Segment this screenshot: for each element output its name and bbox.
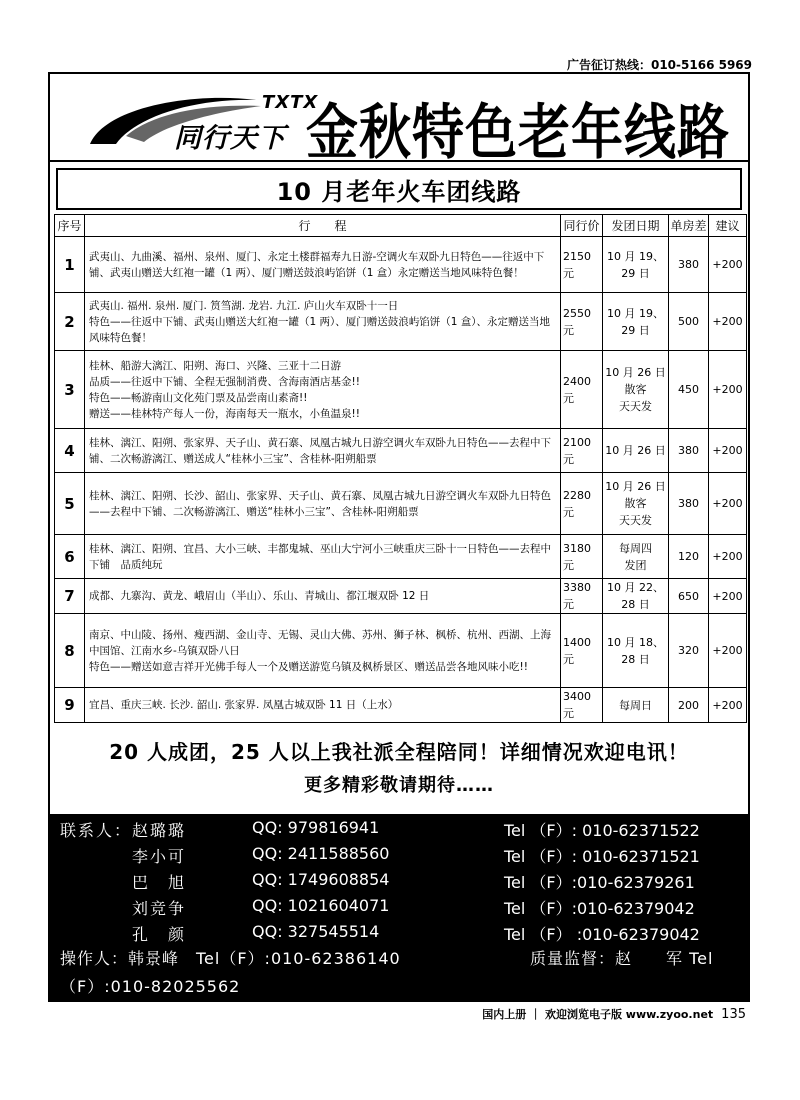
date-line: 10 月 18、 xyxy=(607,635,664,649)
header-dates: 发团日期 xyxy=(603,215,669,237)
route-number: 9 xyxy=(55,688,85,723)
table-row xyxy=(55,351,747,429)
subtitle-box xyxy=(56,168,742,210)
route-dates xyxy=(603,688,669,723)
date-line: 10 月 26 日 xyxy=(605,444,666,457)
table-row xyxy=(55,429,747,473)
table-row xyxy=(55,237,747,293)
page-frame xyxy=(48,72,750,1002)
logo xyxy=(86,86,336,152)
route-dates xyxy=(603,293,669,351)
route-single-room-diff: 200 xyxy=(669,688,709,723)
contact-qq: QQ: 2411588560 xyxy=(252,844,390,863)
route-single-room-diff: 120 xyxy=(669,535,709,579)
date-line: 28 日 xyxy=(621,598,650,611)
footer xyxy=(482,1006,746,1022)
date-line: 10 月 19、 xyxy=(607,306,664,320)
route-number: 7 xyxy=(55,579,85,614)
itinerary-line: 桂林、船游大漓江、阳朔、海口、兴隆、三亚十二日游 xyxy=(89,359,341,372)
route-price: 1400 元 xyxy=(561,614,603,688)
route-price: 3380 元 xyxy=(561,579,603,614)
route-dates xyxy=(603,473,669,535)
contact-qq: QQ: 979816941 xyxy=(252,818,380,837)
header-suggest: 建议 xyxy=(709,215,747,237)
contact-row xyxy=(50,818,748,842)
header-itinerary: 行 程 xyxy=(85,215,561,237)
header-num: 序号 xyxy=(55,215,85,237)
route-suggest: +200 xyxy=(709,293,747,351)
route-number: 5 xyxy=(55,473,85,535)
date-line: 每周四 xyxy=(619,541,652,555)
quality-supervisor: 质量监督：赵 军 Tel xyxy=(530,949,714,968)
route-itinerary xyxy=(85,535,561,579)
header-diff: 单房差 xyxy=(669,215,709,237)
route-single-room-diff: 380 xyxy=(669,429,709,473)
date-line: 散客 xyxy=(624,383,647,396)
ad-hotline: 广告征订热线：010-5166 5969 xyxy=(566,58,752,72)
contact-name: 赵璐璐 xyxy=(132,821,187,840)
page-number: 135 xyxy=(721,1007,746,1022)
route-dates xyxy=(603,429,669,473)
footer-text: 国内上册 ｜ 欢迎浏览电子版 www.zyoo.net xyxy=(482,1008,714,1021)
contact-name: 孔 颜 xyxy=(132,925,187,944)
route-itinerary xyxy=(85,293,561,351)
route-single-room-diff: 380 xyxy=(669,237,709,293)
contact-qq: QQ: 327545514 xyxy=(252,922,380,941)
route-single-room-diff: 320 xyxy=(669,614,709,688)
route-itinerary xyxy=(85,473,561,535)
date-line: 10 月 22、 xyxy=(607,581,664,594)
route-price: 3400 元 xyxy=(561,688,603,723)
itinerary-line: 桂林、漓江、阳朔、张家界、天子山、黄石寨、凤凰古城九日游空调火车双卧九日特色——去程中下铺、二次畅游漓江、赠送成人“桂林小三宝”、含桂林-阳朔船票 xyxy=(89,436,551,465)
contact-name: 刘竞争 xyxy=(132,899,187,918)
table-row xyxy=(55,473,747,535)
route-number: 4 xyxy=(55,429,85,473)
route-number: 3 xyxy=(55,351,85,429)
route-itinerary xyxy=(85,351,561,429)
itinerary-line: 赠送——桂林特产每人一份，海南每天一瓶水，小鱼温泉!! xyxy=(89,407,360,420)
route-suggest: +200 xyxy=(709,429,747,473)
date-line: 发团 xyxy=(624,558,647,572)
itinerary-line: 武夷山. 福州. 泉州. 厦门. 筼筜湖. 龙岩. 九江. 庐山火车双卧十一日 xyxy=(89,299,399,312)
itinerary-line: 武夷山、九曲溪、福州、泉州、厦门、永定土楼群福寿九日游-空调火车双卧九日特色——往返中下铺、武夷山赠送大红袍一罐（1 两）、厦门赠送鼓浪屿馅饼（1 盒）永定赠送当地风味特色餐！ xyxy=(89,250,545,279)
route-dates xyxy=(603,351,669,429)
table-row xyxy=(55,614,747,688)
route-number: 2 xyxy=(55,293,85,351)
header xyxy=(50,74,748,168)
route-single-room-diff: 450 xyxy=(669,351,709,429)
table-row xyxy=(55,293,747,351)
route-single-room-diff: 380 xyxy=(669,473,709,535)
contact-qq: QQ: 1021604071 xyxy=(252,896,390,915)
itinerary-line: 桂林、漓江、阳朔、宜昌、大小三峡、丰都鬼城、巫山大宁河小三峡重庆三卧十一日特色——去程中下铺 品质纯玩 xyxy=(89,542,551,571)
contact-row xyxy=(50,922,748,946)
table-row xyxy=(55,688,747,723)
route-price: 2550 元 xyxy=(561,293,603,351)
route-itinerary xyxy=(85,237,561,293)
date-line: 10 月 26 日 xyxy=(605,366,666,379)
contact-section xyxy=(50,814,748,1002)
contact-row xyxy=(50,870,748,894)
table-row xyxy=(55,535,747,579)
route-suggest: +200 xyxy=(709,473,747,535)
itinerary-line: 特色——畅游南山文化苑门票及品尝南山素斋!! xyxy=(89,391,308,404)
itinerary-line: 特色——往返中下铺、武夷山赠送大红袍一罐（1 两）、厦门赠送鼓浪屿馅饼（1 盒）、永定赠送当地风味特色餐！ xyxy=(89,315,551,344)
route-price: 2150 元 xyxy=(561,237,603,293)
route-number: 8 xyxy=(55,614,85,688)
table-row xyxy=(55,579,747,614)
route-suggest: +200 xyxy=(709,614,747,688)
route-single-room-diff: 650 xyxy=(669,579,709,614)
itinerary-line: 宜昌、重庆三峡. 长沙. 韶山. 张家界. 凤凰古城双卧 11 日（上水） xyxy=(89,699,399,711)
logo-chinese: 同行天下 xyxy=(174,123,286,154)
page-title: 金秋特色老年线路 xyxy=(306,97,731,168)
route-suggest: +200 xyxy=(709,535,747,579)
itinerary-line: 特色——赠送如意吉祥开光佛手每人一个及赠送游览乌镇及枫桥景区、赠送品尝各地风味小吃!! xyxy=(89,660,528,673)
route-suggest: +200 xyxy=(709,237,747,293)
route-dates xyxy=(603,614,669,688)
notice-line-2: 更多精彩敬请期待…… xyxy=(304,775,494,796)
route-price: 3180 元 xyxy=(561,535,603,579)
route-dates xyxy=(603,237,669,293)
route-itinerary xyxy=(85,614,561,688)
itinerary-line: 南京、中山陵、扬州、瘦西湖、金山寺、无锡、灵山大佛、苏州、狮子林、枫桥、杭州、西湖、上海中国馆、江南水乡-乌镇双卧八日 xyxy=(89,628,551,657)
itinerary-line: 品质——往返中下铺、全程无强制消费、含海南酒店基金!! xyxy=(89,375,360,388)
route-price: 2400 元 xyxy=(561,351,603,429)
contact-tel: Tel （F）: 010-62371521 xyxy=(504,847,700,866)
subtitle: 10 月老年火车团线路 xyxy=(276,177,522,206)
contact-tel: Tel （F）:010-62379261 xyxy=(504,873,695,892)
date-line: 天天发 xyxy=(619,400,652,413)
contact-row xyxy=(50,896,748,920)
route-suggest: +200 xyxy=(709,351,747,429)
route-number: 1 xyxy=(55,237,85,293)
route-price: 2100 元 xyxy=(561,429,603,473)
contact-name: 李小可 xyxy=(132,847,187,866)
route-dates xyxy=(603,579,669,614)
route-price: 2280 元 xyxy=(561,473,603,535)
contact-qq: QQ: 1749608854 xyxy=(252,870,390,889)
route-suggest: +200 xyxy=(709,579,747,614)
routes-table xyxy=(54,214,747,723)
date-line: 29 日 xyxy=(621,323,650,337)
route-suggest: +200 xyxy=(709,688,747,723)
contact-tel: Tel （F）:010-62379042 xyxy=(504,899,695,918)
itinerary-line: 成都、九寨沟、黄龙、峨眉山（半山）、乐山、青城山、都江堰双卧 12 日 xyxy=(89,590,430,602)
route-itinerary xyxy=(85,579,561,614)
contact-tel: Tel （F） :010-62379042 xyxy=(504,925,700,944)
contact-row xyxy=(50,844,748,868)
contact-label: 联系人： xyxy=(60,821,133,840)
table-header-row xyxy=(55,215,747,237)
contact-name: 巴 旭 xyxy=(132,873,187,892)
header-price: 同行价 xyxy=(561,215,603,237)
date-line: 散客 xyxy=(624,497,647,510)
notice xyxy=(50,732,748,797)
date-line: 29 日 xyxy=(621,266,650,280)
date-line: 天天发 xyxy=(619,514,652,527)
route-single-room-diff: 500 xyxy=(669,293,709,351)
route-dates xyxy=(603,535,669,579)
date-line: 10 月 19、 xyxy=(607,249,664,263)
route-number: 6 xyxy=(55,535,85,579)
route-itinerary xyxy=(85,429,561,473)
operator: 操作人：韩景峰 Tel（F）:010-62386140 xyxy=(60,949,401,968)
contact-tel: Tel （F）: 010-62371522 xyxy=(504,821,700,840)
date-line: 28 日 xyxy=(621,652,650,666)
logo-latin: TXTX xyxy=(262,92,319,113)
route-itinerary xyxy=(85,688,561,723)
date-line: 每周日 xyxy=(619,698,652,712)
quality-tel: （F）:010-82025562 xyxy=(60,977,241,996)
itinerary-line: 桂林、漓江、阳朔、长沙、韶山、张家界、天子山、黄石寨、凤凰古城九日游空调火车双卧九日特色——去程中下铺、二次畅游漓江、赠送“桂林小三宝”、含桂林-阳朔船票 xyxy=(89,489,551,518)
date-line: 10 月 26 日 xyxy=(605,480,666,493)
notice-line-1: 20 人成团，25 人以上我社派全程陪同！详细情况欢迎电讯！ xyxy=(109,740,689,764)
